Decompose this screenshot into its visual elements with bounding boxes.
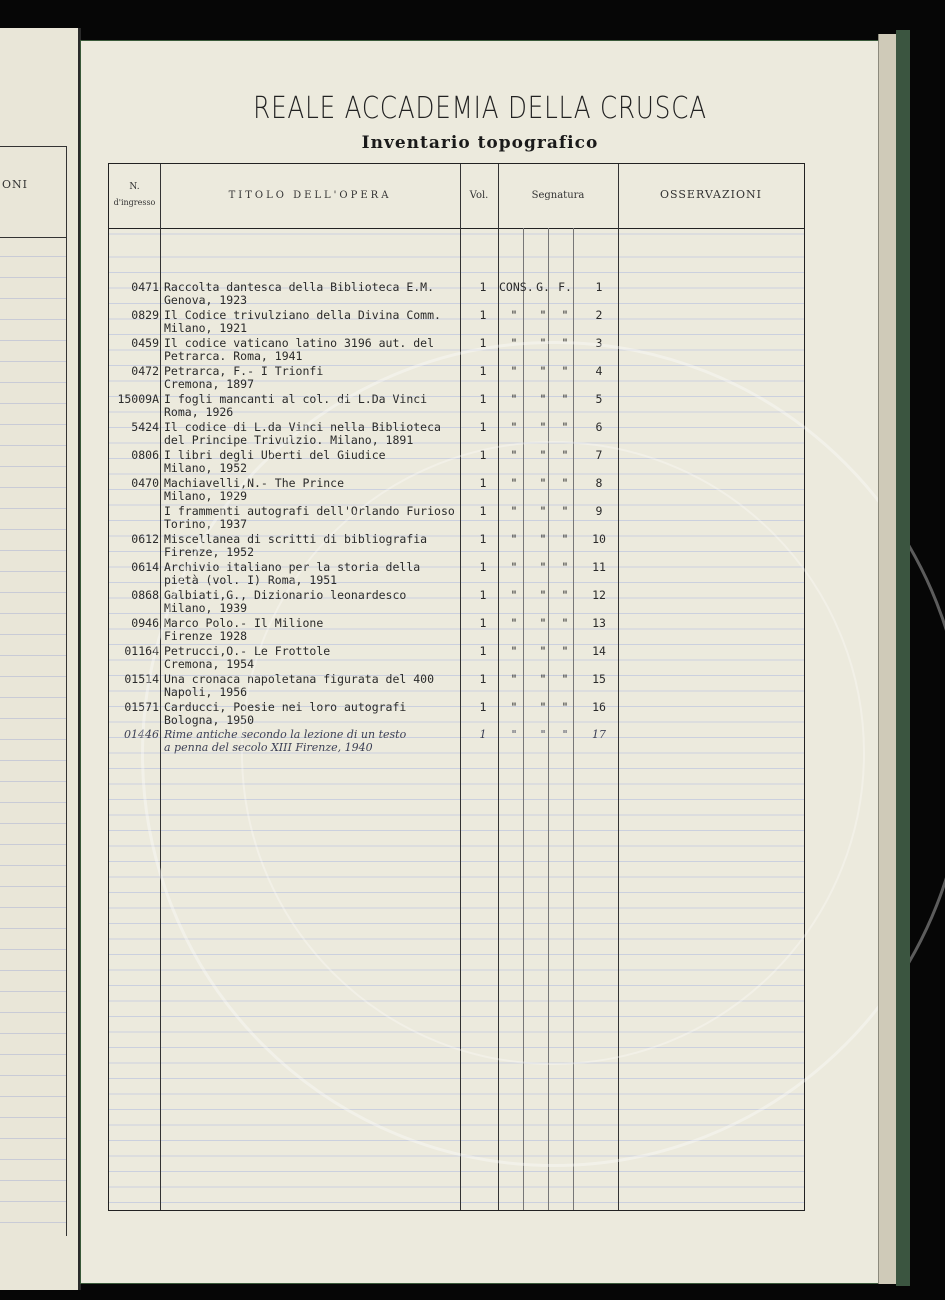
segnatura-a: " xyxy=(510,700,518,714)
volume-count: 1 xyxy=(479,448,487,462)
segnatura-d: 3 xyxy=(595,336,603,350)
segnatura-b: " xyxy=(539,560,547,574)
title-line1: Il codice vaticano latino 3196 aut. del xyxy=(164,336,435,350)
segnatura-d: 10 xyxy=(592,532,606,546)
title-line2: Napoli, 1956 xyxy=(164,685,248,699)
title-line1: Il codice di L.da Vinci nella Biblioteca xyxy=(164,420,441,434)
table-row xyxy=(109,560,804,588)
segnatura-b: " xyxy=(539,420,547,434)
title-line2: Bologna, 1950 xyxy=(164,713,255,727)
segnatura-d: 5 xyxy=(595,392,603,406)
segnatura-b: " xyxy=(539,476,547,490)
table-row xyxy=(109,504,804,532)
entry-number: 0471 xyxy=(131,280,159,294)
segnatura-c: " xyxy=(561,336,569,350)
table-row xyxy=(109,672,804,700)
title-line2: Milano, 1952 xyxy=(164,461,248,475)
header-osservazioni: OSSERVAZIONI xyxy=(660,188,762,201)
segnatura-c: " xyxy=(561,560,569,574)
table-row xyxy=(109,336,804,364)
facing-page-left xyxy=(0,28,81,1290)
title-line2: Torino, 1937 xyxy=(164,517,248,531)
page-subtitle: Inventario topografico xyxy=(361,133,599,153)
facing-page-ruled-lines xyxy=(0,236,67,1236)
title-line1: Rime antiche secondo la lezione di un testo xyxy=(164,728,407,741)
title-line2: Roma, 1926 xyxy=(164,405,234,419)
title-line2: Petrarca. Roma, 1941 xyxy=(164,349,303,363)
segnatura-c: " xyxy=(561,532,569,546)
volume-count: 1 xyxy=(479,364,487,378)
entry-number: 0806 xyxy=(131,448,159,462)
volume-count: 1 xyxy=(479,560,487,574)
table-row xyxy=(109,420,804,448)
title-line1: I fogli mancanti al col. di L.Da Vinci xyxy=(164,392,428,406)
segnatura-b: " xyxy=(539,644,547,658)
table-row xyxy=(109,644,804,672)
segnatura-a: " xyxy=(510,560,518,574)
facing-page-header-fragment: ONI xyxy=(2,178,28,191)
inventory-table xyxy=(108,163,805,1211)
entry-number: 01514 xyxy=(124,672,159,686)
segnatura-a: " xyxy=(510,336,518,350)
segnatura-d: 7 xyxy=(595,448,603,462)
segnatura-b: " xyxy=(539,588,547,602)
title-line1: I libri degli Uberti del Giudice xyxy=(164,448,386,462)
entry-number: 01164 xyxy=(124,644,159,658)
entry-number: 0614 xyxy=(131,560,159,574)
segnatura-d: 4 xyxy=(595,364,603,378)
entry-number: 0459 xyxy=(131,336,159,350)
segnatura-d: 16 xyxy=(592,700,606,714)
title-line1: Machiavelli,N.- The Prince xyxy=(164,476,345,490)
title-line1: Miscellanea di scritti di bibliografia xyxy=(164,532,428,546)
table-row xyxy=(109,476,804,504)
segnatura-b: " xyxy=(539,392,547,406)
segnatura-a: " xyxy=(510,364,518,378)
segnatura-a: " xyxy=(510,532,518,546)
title-line2: del Principe Trivulzio. Milano, 1891 xyxy=(164,433,414,447)
title-line1: Il Codice trivulziano della Divina Comm. xyxy=(164,308,441,322)
title-line2: Milano, 1921 xyxy=(164,321,248,335)
segnatura-d: 14 xyxy=(592,644,606,658)
segnatura-a: " xyxy=(510,420,518,434)
volume-count: 1 xyxy=(479,308,487,322)
segnatura-d: 1 xyxy=(595,280,603,294)
title-line2: pietà (vol. I) Roma, 1951 xyxy=(164,573,338,587)
segnatura-d: 9 xyxy=(595,504,603,518)
segnatura-a: " xyxy=(510,504,518,518)
volume-count: 1 xyxy=(479,504,487,518)
entry-number: 15009A xyxy=(117,392,159,406)
segnatura-a: " xyxy=(510,644,518,658)
header-number xyxy=(109,182,160,207)
title-line2: Firenze, 1952 xyxy=(164,545,255,559)
segnatura-b: " xyxy=(539,448,547,462)
header-title: TITOLO DELL'OPERA xyxy=(228,190,392,201)
title-line2: Firenze 1928 xyxy=(164,629,248,643)
volume-count: 1 xyxy=(479,616,487,630)
segnatura-a: " xyxy=(510,616,518,630)
segnatura-c: " xyxy=(561,700,569,714)
table-row xyxy=(109,728,804,756)
entry-number: 0470 xyxy=(131,476,159,490)
volume-count: 1 xyxy=(479,336,487,350)
segnatura-d: 8 xyxy=(595,476,603,490)
segnatura-b: " xyxy=(539,336,547,350)
table-row xyxy=(109,616,804,644)
title-line2: a penna del secolo XIII Firenze, 1940 xyxy=(164,741,373,754)
table-row xyxy=(109,532,804,560)
segnatura-a: " xyxy=(510,588,518,602)
segnatura-a: CONS. xyxy=(499,280,534,294)
entry-number: 0946 xyxy=(131,616,159,630)
segnatura-b: " xyxy=(540,728,546,741)
segnatura-b: " xyxy=(539,532,547,546)
header-number-line1: N. xyxy=(129,182,140,192)
segnatura-a: " xyxy=(510,448,518,462)
segnatura-b: " xyxy=(539,616,547,630)
segnatura-c: " xyxy=(561,476,569,490)
title-line1: Archivio italiano per la storia della xyxy=(164,560,421,574)
segnatura-b: " xyxy=(539,672,547,686)
segnatura-d: 13 xyxy=(592,616,606,630)
title-line2: Genova, 1923 xyxy=(164,293,248,307)
entry-number: 0829 xyxy=(131,308,159,322)
table-row xyxy=(109,588,804,616)
segnatura-c: " xyxy=(561,364,569,378)
book-cover-edge xyxy=(896,30,910,1286)
segnatura-d: 12 xyxy=(592,588,606,602)
segnatura-a: " xyxy=(511,728,517,741)
volume-count: 1 xyxy=(479,700,487,714)
segnatura-a: " xyxy=(510,392,518,406)
segnatura-c: F. xyxy=(558,280,572,294)
entry-number: 01446 xyxy=(124,728,159,741)
title-line1: Raccolta dantesca della Biblioteca E.M. xyxy=(164,280,435,294)
title-line2: Milano, 1939 xyxy=(164,601,248,615)
volume-count: 1 xyxy=(479,644,487,658)
entry-number: 0612 xyxy=(131,532,159,546)
volume-count: 1 xyxy=(479,672,487,686)
segnatura-c: " xyxy=(561,392,569,406)
title-line1: I frammenti autografi dell'Orlando Furioso xyxy=(164,504,455,518)
segnatura-b: G. xyxy=(536,280,550,294)
header-number-line2: d'ingresso xyxy=(113,198,156,207)
volume-count: 1 xyxy=(479,728,487,741)
segnatura-c: " xyxy=(562,728,568,741)
book-gutter xyxy=(878,34,897,1284)
volume-count: 1 xyxy=(479,532,487,546)
segnatura-d: 2 xyxy=(595,308,603,322)
table-row xyxy=(109,392,804,420)
segnatura-a: " xyxy=(510,672,518,686)
page-title: REALE ACCADEMIA DELLA CRUSCA xyxy=(253,91,707,126)
segnatura-c: " xyxy=(561,672,569,686)
volume-count: 1 xyxy=(479,420,487,434)
volume-count: 1 xyxy=(479,588,487,602)
segnatura-c: " xyxy=(561,504,569,518)
entry-number: 0868 xyxy=(131,588,159,602)
segnatura-c: " xyxy=(561,308,569,322)
entry-number: 01571 xyxy=(124,700,159,714)
table-row xyxy=(109,280,804,308)
segnatura-b: " xyxy=(539,364,547,378)
segnatura-b: " xyxy=(539,308,547,322)
segnatura-d: 11 xyxy=(592,560,606,574)
title-line2: Milano, 1929 xyxy=(164,489,248,503)
segnatura-a: " xyxy=(510,308,518,322)
title-line1: Petrucci,O.- Le Frottole xyxy=(164,644,331,658)
segnatura-d: 6 xyxy=(595,420,603,434)
header-segnatura: Segnatura xyxy=(531,190,585,201)
segnatura-a: " xyxy=(510,476,518,490)
table-row xyxy=(109,448,804,476)
table-row xyxy=(109,700,804,728)
title-line1: Marco Polo.- Il Milione xyxy=(164,616,324,630)
title-line1: Una cronaca napoletana figurata del 400 xyxy=(164,672,435,686)
segnatura-c: " xyxy=(561,448,569,462)
entry-number: 5424 xyxy=(131,420,159,434)
volume-count: 1 xyxy=(479,476,487,490)
segnatura-d: 15 xyxy=(592,672,606,686)
title-line1: Carducci, Poesie nei loro autografi xyxy=(164,700,407,714)
volume-count: 1 xyxy=(479,280,487,294)
volume-count: 1 xyxy=(479,392,487,406)
header-vol: Vol. xyxy=(469,190,489,201)
table-row xyxy=(109,364,804,392)
entry-number: 0472 xyxy=(131,364,159,378)
table-row xyxy=(109,308,804,336)
segnatura-c: " xyxy=(561,588,569,602)
segnatura-b: " xyxy=(539,504,547,518)
segnatura-c: " xyxy=(561,616,569,630)
segnatura-c: " xyxy=(561,420,569,434)
ledger-page xyxy=(80,40,880,1284)
segnatura-c: " xyxy=(561,644,569,658)
segnatura-d: 17 xyxy=(592,728,606,741)
title-line2: Cremona, 1954 xyxy=(164,657,255,671)
title-line2: Cremona, 1897 xyxy=(164,377,255,391)
facing-page-header xyxy=(0,146,67,238)
segnatura-b: " xyxy=(539,700,547,714)
title-line1: Galbiati,G., Dizionario leonardesco xyxy=(164,588,407,602)
title-line1: Petrarca, F.- I Trionfi xyxy=(164,364,324,378)
